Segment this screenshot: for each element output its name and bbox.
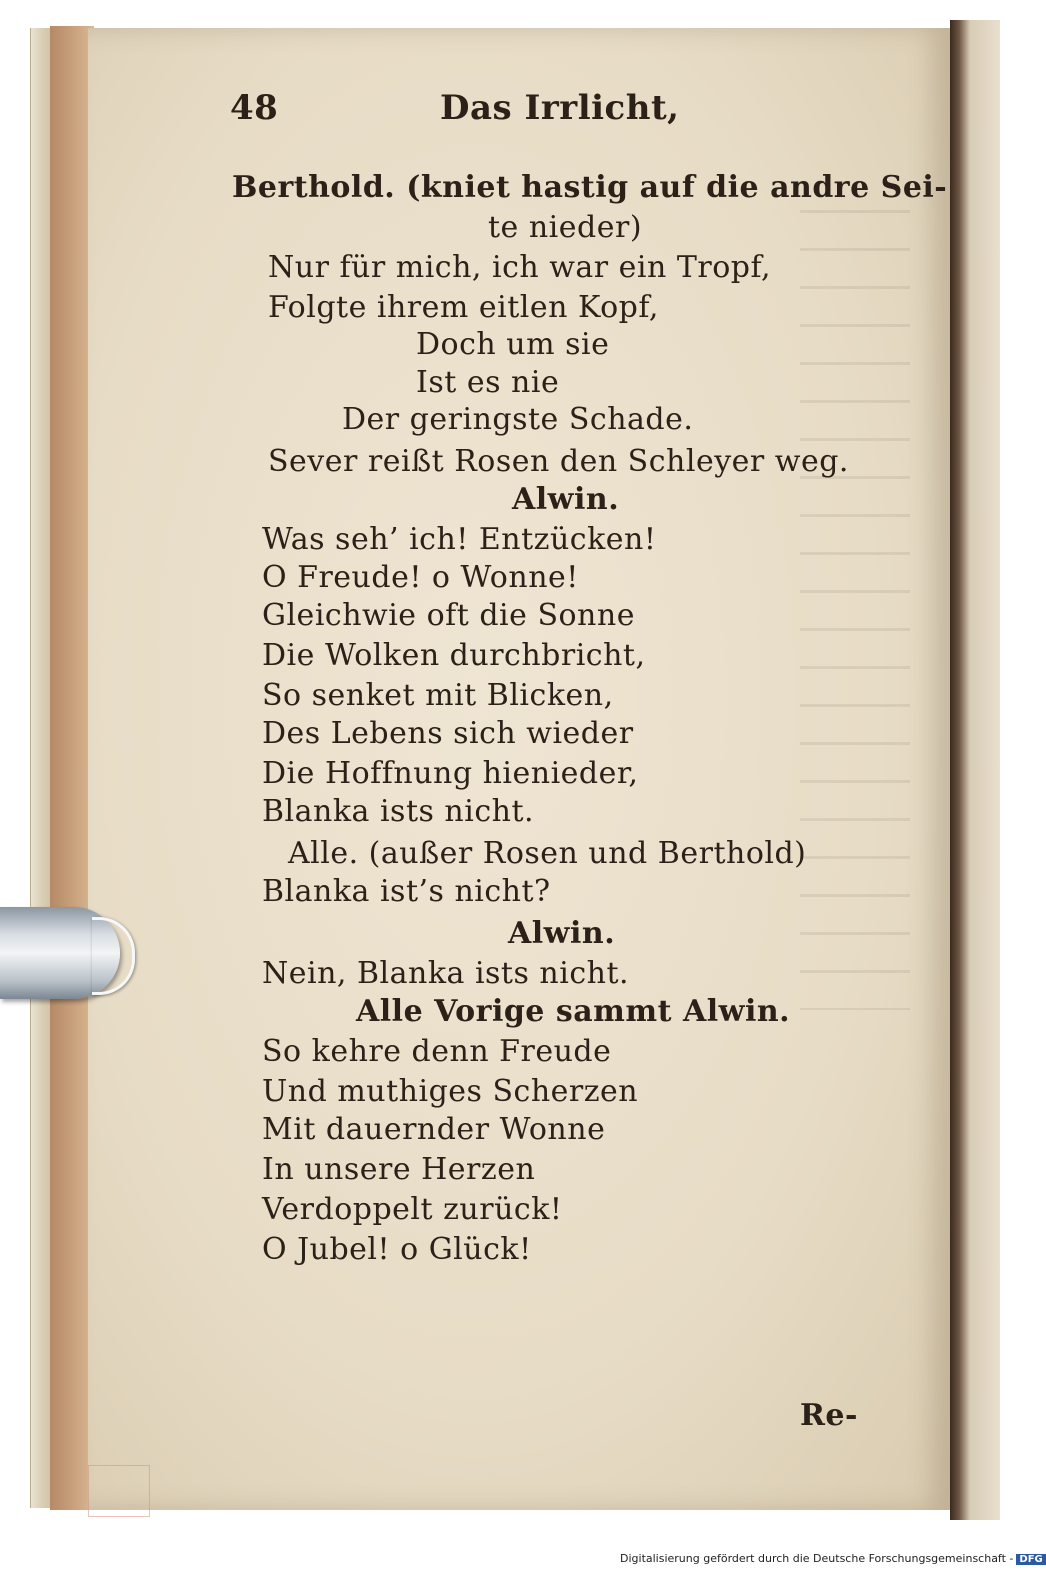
text-line: O Jubel! o Glück!	[262, 1232, 532, 1267]
page-number: 48	[230, 88, 279, 128]
speaker-name: Alwin.	[512, 482, 620, 517]
catchword: Re-	[800, 1398, 858, 1433]
text-line: te nieder)	[488, 210, 643, 245]
text-line: Mit dauernder Wonne	[262, 1112, 606, 1147]
stage-direction: Alle. (außer Rosen und Berthold)	[288, 836, 807, 871]
text-line: So kehre denn Freude	[262, 1034, 612, 1069]
text-line: Nur für mich, ich war ein Tropf,	[268, 250, 772, 285]
text-line: Gleichwie oft die Sonne	[262, 598, 635, 633]
text-line: So senket mit Blicken,	[262, 678, 614, 713]
text-line: Des Lebens sich wieder	[262, 716, 634, 751]
text-line: Verdoppelt zurück!	[262, 1192, 563, 1227]
text-line: Blanka ists nicht.	[262, 794, 535, 829]
text-line: Die Wolken durchbricht,	[262, 638, 646, 673]
speaker-name: Alle Vorige sammt Alwin.	[356, 994, 791, 1029]
text-line: Und muthiges Scherzen	[262, 1074, 639, 1109]
text-line: In unsere Herzen	[262, 1152, 536, 1187]
text-line: Blanka ist’s nicht?	[262, 874, 551, 909]
text-line: Der geringste Schade.	[342, 402, 694, 437]
dfg-logo: DFG	[1016, 1554, 1045, 1565]
clip-ring	[92, 917, 135, 995]
stage-direction: Sever reißt Rosen den Schleyer weg.	[268, 444, 849, 479]
page-clip	[0, 895, 135, 1020]
text-line: Was seh’ ich! Entzücken!	[262, 522, 657, 557]
show-through	[800, 210, 910, 1010]
running-title: Das Irrlicht,	[440, 88, 680, 128]
text-line: Folgte ihrem eitlen Kopf,	[268, 290, 659, 325]
text-line: Nein, Blanka ists nicht.	[262, 956, 630, 991]
text-line: O Freude! o Wonne!	[262, 560, 579, 595]
text-line: Ist es nie	[416, 365, 560, 400]
library-stamp	[88, 1465, 150, 1517]
speaker-name: Alwin.	[508, 916, 616, 951]
footer-text: Digitalisierung gefördert durch die Deutsche Forschungsgemeinschaft -	[620, 1552, 1014, 1565]
text-line: Doch um sie	[416, 327, 610, 362]
book-gutter	[950, 20, 1000, 1520]
speaker-line: Berthold. (kniet hastig auf die andre Sei-	[232, 170, 948, 205]
digitization-footer	[620, 1552, 1046, 1565]
text-line: Die Hoffnung hienieder,	[262, 756, 639, 791]
